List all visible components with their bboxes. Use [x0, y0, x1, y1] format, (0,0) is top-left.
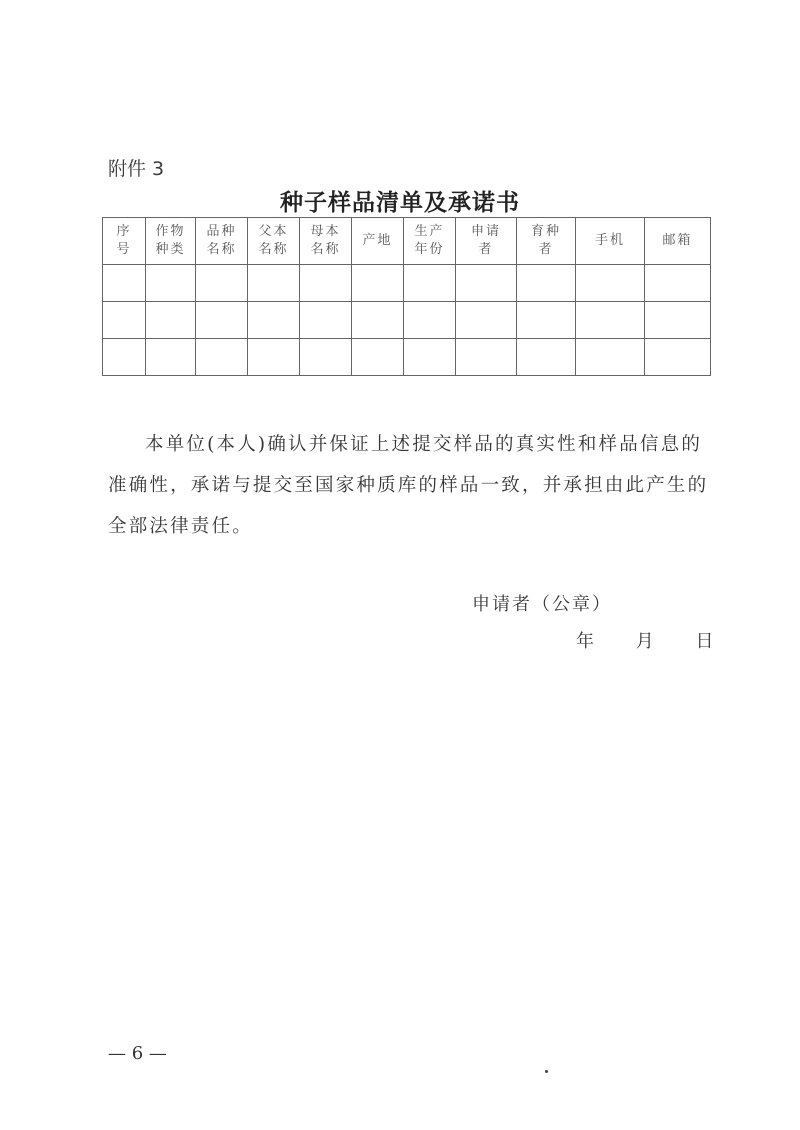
- table-cell: [517, 339, 576, 376]
- table-cell: [352, 302, 404, 339]
- column-header-line: 生产: [414, 224, 445, 239]
- table-cell: [645, 265, 711, 302]
- table-cell: [103, 302, 146, 339]
- column-header-line: 名称: [206, 242, 237, 257]
- applicant-seal-label: 申请者（公章）: [472, 594, 612, 615]
- column-header-line: 品种: [206, 224, 237, 239]
- date-day-label: 日: [695, 631, 714, 652]
- column-header-line: 序: [116, 224, 132, 239]
- document-title: 种子样品清单及承诺书: [280, 189, 520, 216]
- column-header: [456, 218, 517, 265]
- column-header: [196, 218, 248, 265]
- table-cell: [248, 302, 300, 339]
- table-row: [103, 339, 711, 376]
- column-header: [576, 218, 645, 265]
- table-cell: [300, 302, 352, 339]
- column-header-line: 育种: [530, 224, 561, 239]
- column-header-line: 作物: [155, 224, 186, 239]
- table-cell: [645, 302, 711, 339]
- seed-sample-table: [102, 217, 711, 376]
- column-header-line: 父本: [258, 224, 289, 239]
- table-cell: [576, 302, 645, 339]
- column-header-line: 邮箱: [662, 233, 693, 248]
- column-header: [103, 218, 146, 265]
- table-cell: [146, 302, 196, 339]
- column-header: [404, 218, 456, 265]
- table-cell: [103, 339, 146, 376]
- table-cell: [300, 339, 352, 376]
- table-cell: [456, 302, 517, 339]
- column-header-line: 号: [116, 242, 132, 257]
- table-header-row: [103, 218, 711, 265]
- table-cell: [404, 302, 456, 339]
- column-header-line: 名称: [310, 242, 341, 257]
- table-cell: [456, 265, 517, 302]
- column-header-line: 名称: [258, 242, 289, 257]
- table-cell: [517, 265, 576, 302]
- attachment-label: 附件 3: [108, 158, 165, 180]
- table-cell: [196, 265, 248, 302]
- table-row: [103, 302, 711, 339]
- page-number: — 6 —: [108, 1043, 167, 1064]
- column-header: [645, 218, 711, 265]
- column-header: [248, 218, 300, 265]
- table-cell: [248, 339, 300, 376]
- column-header-line: 产地: [362, 233, 393, 248]
- scan-speck: [545, 1070, 548, 1073]
- table-cell: [146, 265, 196, 302]
- date-line: [576, 627, 713, 653]
- column-header-line: 种类: [155, 242, 186, 257]
- column-header: [517, 218, 576, 265]
- table-cell: [300, 265, 352, 302]
- date-year-label: 年: [576, 631, 594, 652]
- table-cell: [103, 265, 146, 302]
- table-cell: [196, 339, 248, 376]
- pledge-text: 本单位(本人)确认并保证上述提交样品的真实性和样品信息的准确性，承诺与提交至国家种质库的样品一致，并承担由此产生的全部法律责任。: [108, 434, 709, 537]
- column-header-line: 手机: [594, 233, 625, 248]
- table-cell: [517, 302, 576, 339]
- table-cell: [645, 339, 711, 376]
- table-cell: [352, 339, 404, 376]
- column-header: [146, 218, 196, 265]
- date-month-label: 月: [635, 631, 654, 652]
- column-header-line: 年份: [414, 242, 445, 257]
- column-header: [352, 218, 404, 265]
- column-header-line: 母本: [310, 224, 341, 239]
- table-cell: [146, 339, 196, 376]
- table-cell: [456, 339, 517, 376]
- table-row: [103, 265, 711, 302]
- table-cell: [352, 265, 404, 302]
- table-cell: [404, 339, 456, 376]
- column-header-line: 者: [538, 242, 554, 257]
- table-cell: [196, 302, 248, 339]
- column-header-line: 申请: [470, 224, 501, 239]
- table-cell: [576, 339, 645, 376]
- table-cell: [576, 265, 645, 302]
- column-header-line: 者: [478, 242, 494, 257]
- table-cell: [248, 265, 300, 302]
- table-cell: [404, 265, 456, 302]
- column-header: [300, 218, 352, 265]
